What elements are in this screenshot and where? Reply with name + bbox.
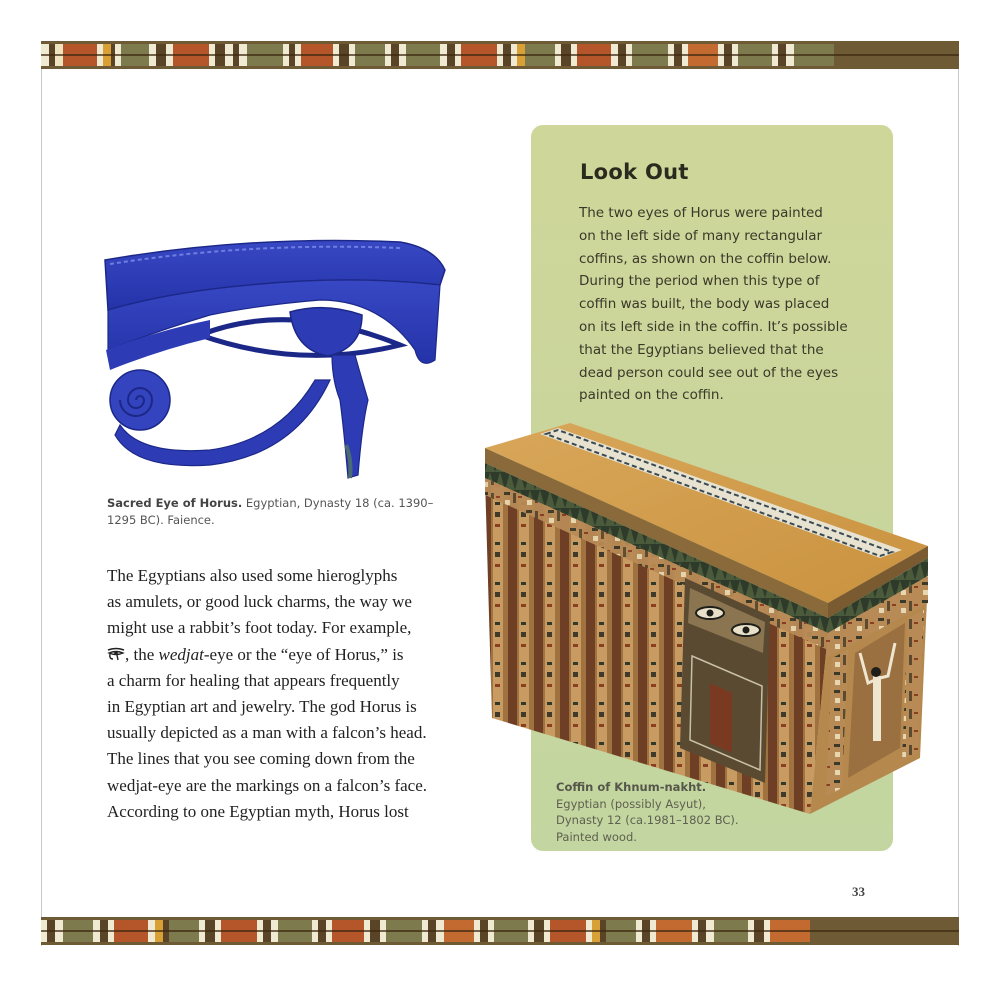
sidebar-line: coffin was built, the body was placed xyxy=(579,296,830,313)
sidebar-line: that the Egyptians believed that the xyxy=(579,341,824,358)
sidebar-line: on the left side of many rectangular xyxy=(579,227,823,244)
body-line: The lines that you see coming down from the xyxy=(107,749,415,769)
eye-of-horus-image xyxy=(100,230,460,490)
sidebar-line: The two eyes of Horus were painted xyxy=(579,205,823,221)
sidebar-line: painted on the coffin. xyxy=(579,387,724,404)
eye-caption-details-2: 1295 BC). Faience. xyxy=(107,513,215,527)
body-line: wedjat-eye are the markings on a falcon’s face. xyxy=(107,775,428,795)
body-line: a charm for healing that appears frequently xyxy=(107,670,400,690)
eye-figure-caption xyxy=(107,495,437,529)
body-line: as amulets, or good luck charms, the way we xyxy=(107,592,412,612)
sidebar-line: coffins, as shown on the coffin below. xyxy=(579,250,832,267)
sidebar-line: dead person could see out of the eyes xyxy=(579,364,839,381)
eye-caption-title: Sacred Eye of Horus. xyxy=(107,496,243,510)
top-decorative-border xyxy=(41,41,959,69)
body-line: usually depicted as a man with a falcon’s head. xyxy=(107,723,427,743)
wedjat-eye-hieroglyph-icon xyxy=(107,643,125,657)
coffin-caption-line: Egyptian (possibly Asyut), xyxy=(556,796,706,811)
coffin-of-khnum-nakht-image xyxy=(480,418,932,814)
body-line: in Egyptian art and jewelry. The god Horus is xyxy=(107,697,417,717)
coffin-caption-line: Painted wood. xyxy=(556,829,637,844)
main-body-text xyxy=(107,563,447,825)
coffin-figure-caption xyxy=(556,779,756,845)
body-line: According to one Egyptian myth, Horus lost xyxy=(107,801,409,821)
wedjat-italic: wedjat xyxy=(158,644,204,664)
page-number: 33 xyxy=(852,884,865,899)
sidebar-line: During the period when this type of xyxy=(579,273,820,290)
bottom-decorative-border xyxy=(41,917,959,945)
look-out-title: Look Out xyxy=(580,160,689,184)
sidebar-line: on its left side in the coffin. It’s possible xyxy=(579,318,848,335)
coffin-caption-line: Dynasty 12 (ca.1981–1802 BC). xyxy=(556,813,739,827)
eye-caption-details: Egyptian, Dynasty 18 (ca. 1390– xyxy=(242,496,434,510)
body-line: , the wedjat-eye or the “eye of Horus,” is xyxy=(107,642,447,668)
body-line: The Egyptians also used some hieroglyphs xyxy=(107,566,398,585)
body-line: might use a rabbit’s foot today. For example, xyxy=(107,618,412,638)
look-out-text xyxy=(579,202,879,407)
coffin-caption-title: Coffin of Khnum-nakht. xyxy=(556,780,707,794)
